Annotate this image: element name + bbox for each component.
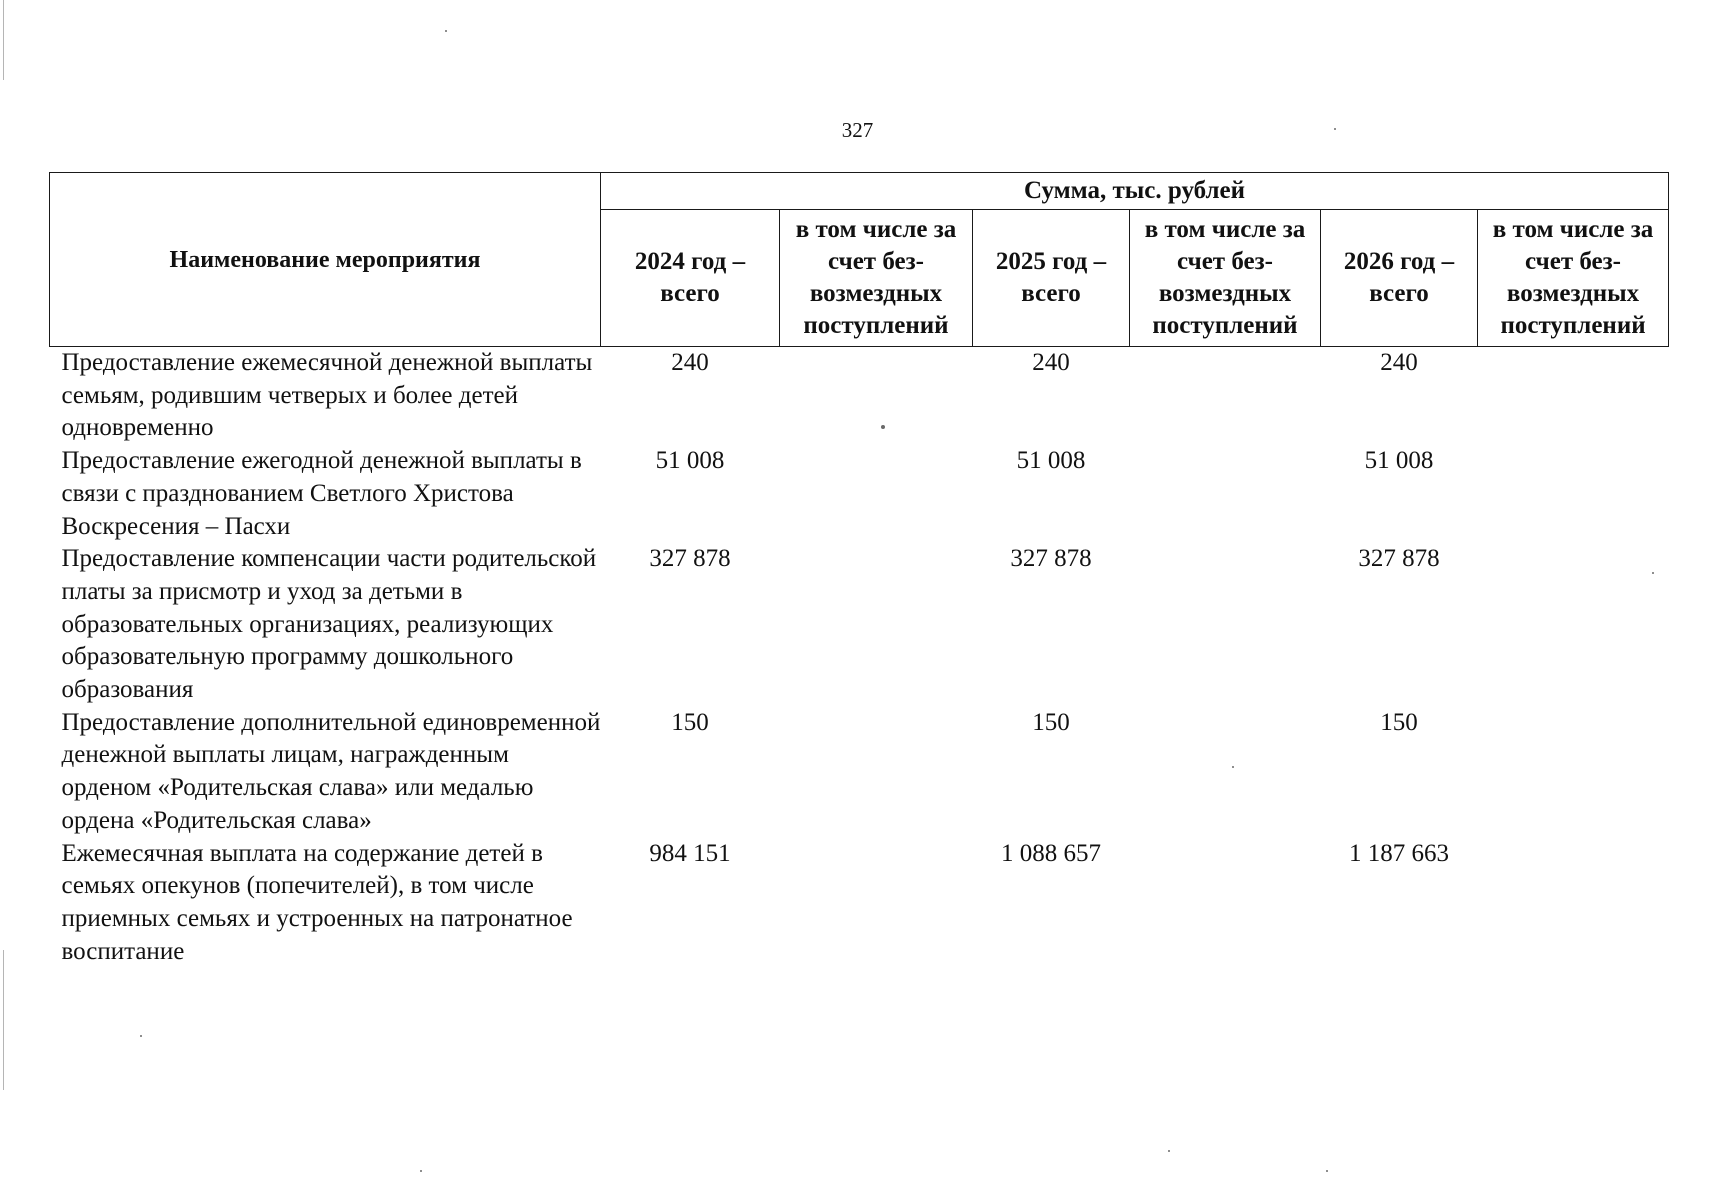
cell-2026-total: 150 <box>1380 708 1418 736</box>
table-row <box>50 838 1669 969</box>
cell-2025-free <box>1130 707 1321 838</box>
table-row <box>50 445 1669 543</box>
column-header-2024-total: 2024 год – всего <box>601 210 780 347</box>
cell-2025-total: 1 088 657 <box>1001 839 1101 867</box>
scan-speck <box>445 30 447 32</box>
row-name: Предоставление ежемесячной денежной выплаты семьям, родившим четверых и более детей одновременно <box>61 349 593 442</box>
cell-2024-free <box>780 543 973 707</box>
cell-2025-total: 240 <box>1032 349 1070 376</box>
budget-table <box>49 172 1669 968</box>
header-row-group <box>50 173 1669 210</box>
column-header-name: Наименование мероприятия <box>50 173 601 347</box>
table-body <box>50 347 1669 969</box>
cell-2025-free <box>1130 838 1321 969</box>
column-header-2025-total: 2025 год – всего <box>973 210 1130 347</box>
table-header <box>50 173 1669 347</box>
cell-2025-free <box>1130 543 1321 707</box>
cell-2026-total: 1 187 663 <box>1349 839 1449 867</box>
cell-2024-free <box>780 445 973 543</box>
scan-edge-line <box>3 0 4 80</box>
cell-2026-free <box>1478 838 1669 969</box>
cell-2025-total: 327 878 <box>1010 545 1092 573</box>
column-header-2024-free: в том числе за счет без-возмездных поступлений <box>780 210 973 347</box>
column-header-2025-free: в том числе за счет без-возмездных поступлений <box>1130 210 1321 347</box>
scan-speck <box>420 1170 422 1172</box>
table-row <box>50 707 1669 838</box>
cell-2024-free <box>780 347 973 446</box>
scan-speck <box>1334 128 1336 130</box>
row-name: Предоставление ежегодной денежной выплаты в связи с празднованием Светлого Христова Воскресения – Пасхи <box>61 447 582 540</box>
cell-2026-total: 51 008 <box>1364 447 1434 475</box>
table-row <box>50 347 1669 446</box>
cell-2025-free <box>1130 347 1321 446</box>
scan-speck <box>1232 766 1234 768</box>
cell-2026-free <box>1478 543 1669 707</box>
row-name: Предоставление дополнительной единовременной денежной выплаты лицам, награжденным орденом «Родительская слава» или медалью ордена «Родительская слава» <box>61 708 601 834</box>
page-number: 327 <box>841 118 874 142</box>
table-row <box>50 543 1669 707</box>
cell-2025-total: 51 008 <box>1016 447 1086 475</box>
scan-edge-line <box>3 950 4 1090</box>
scan-speck <box>1168 1150 1170 1152</box>
cell-2024-total: 327 878 <box>649 545 731 573</box>
cell-2026-total: 240 <box>1380 349 1418 376</box>
cell-2026-total: 327 878 <box>1358 545 1440 573</box>
column-header-2026-total: 2026 год – всего <box>1321 210 1478 347</box>
row-name: Предоставление компенсации части родительской платы за присмотр и уход за детьми в образовательных организациях, реализующих образовательную программу дошкольного образования <box>61 545 597 704</box>
cell-2024-total: 984 151 <box>649 839 731 867</box>
scan-speck <box>881 425 885 429</box>
scan-speck <box>140 1035 142 1037</box>
column-header-2026-free: в том числе за счет без-возмездных поступлений <box>1478 210 1669 347</box>
cell-2024-free <box>780 838 973 969</box>
scan-speck <box>1652 572 1654 574</box>
cell-2024-total: 51 008 <box>655 447 725 475</box>
cell-2024-free <box>780 707 973 838</box>
cell-2026-free <box>1478 445 1669 543</box>
cell-2026-free <box>1478 707 1669 838</box>
cell-2025-total: 150 <box>1032 708 1070 736</box>
scan-speck <box>1326 1170 1328 1172</box>
cell-2025-free <box>1130 445 1321 543</box>
column-group-header-sum: Сумма, тыс. рублей <box>601 173 1669 210</box>
cell-2026-free <box>1478 347 1669 446</box>
row-name: Ежемесячная выплата на содержание детей в семьях опекунов (попечителей), в том числе приемных семьях и устроенных на патронатное воспитание <box>61 839 573 965</box>
cell-2024-total: 240 <box>671 349 709 376</box>
cell-2024-total: 150 <box>671 708 709 736</box>
